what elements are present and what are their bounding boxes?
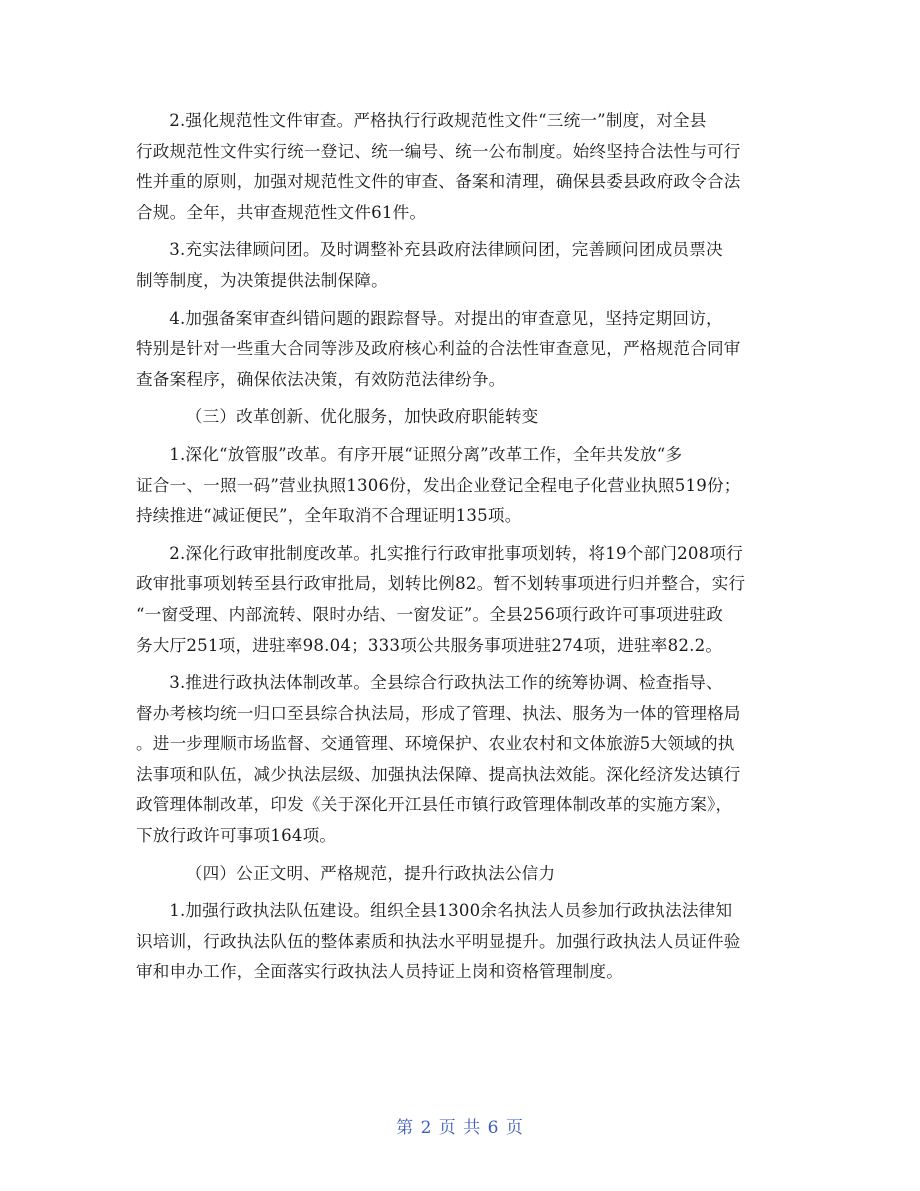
page-number-footer: 第 2 页 共 6 页 bbox=[396, 1118, 524, 1138]
section-heading-fair-civilized-enforcement: （四）公正文明、严格规范，提升行政执法公信力 bbox=[185, 863, 556, 883]
paragraph-fangguanfu-reform: 1.深化“放管服”改革。有序开展“证照分离”改革工作，全年共发放“多 证合一、一照一码”营业执照1306份，发出企业登记全程电子化营业执照519份； 持续推进“减证便民”，全年取消不合理证明135项。 bbox=[136, 444, 741, 526]
paragraph-administrative-approval-reform: 2.深化行政审批制度改革。扎实推行行政审批事项划转，将19个部门208项行 政审批事项划转至县行政审批局，划转比例82。暂不划转事项进行归并整合，实行 “一窗受理、内部流转、限时办结、一窗发证”。全县256项行政许可事项进驻政 务大厅251项，进驻率98.04；333项公共服务事项进驻274项，进驻率82.2。 bbox=[136, 543, 746, 655]
section-heading-reform-innovation: （三）改革创新、优化服务，加快政府职能转变 bbox=[185, 407, 539, 427]
paragraph-law-enforcement-reform: 3.推进行政执法体制改革。全县综合行政执法工作的统筹协调、检查指导、 督办考核均统一归口至县综合执法局，形成了管理、执法、服务为一体的管理格局 。进一步理顺市场监督、交通管理、环境保护、农业农村和文体旅游5大领域的执 法事项和队伍，减少执法层级、加强执法保障、提高执法效能。深化经济发达镇行 政管理体制改革，印发《关于深化开江县任市镇行政管理体制改革的实施方案》， 下放行政许可事项164项。 bbox=[136, 673, 741, 846]
paragraph-legal-advisory-group: 3.充实法律顾问团。及时调整补充县政府法律顾问团，完善顾问团成员票决 制等制度，为决策提供法制保障。 bbox=[136, 240, 723, 290]
paragraph-filing-review-supervision: 4.加强备案审查纠错问题的跟踪督导。对提出的审查意见，坚持定期回访， 特别是针对一些重大合同等涉及政府核心利益的合法性审查意见，严格规范合同审 查备案程序，确保依法决策，有效防范法律纷争。 bbox=[136, 308, 741, 389]
document-body bbox=[136, 106, 784, 995]
paragraph-review-normative-documents: 2.强化规范性文件审查。严格执行行政规范性文件“三统一”制度，对全县 行政规范性文件实行统一登记、统一编号、统一公布制度。始终坚持合法性与可行 性并重的原则，加强对规范性文件的审查、备案和清理，确保县委县政府政令合法 合规。全年，共审查规范性文件61件。 bbox=[136, 111, 741, 222]
paragraph-enforcement-team-building: 1.加强行政执法队伍建设。组织全县1300余名执法人员参加行政执法法律知 识培训，行政执法队伍的整体素质和执法水平明显提升。加强行政执法人员证件验 审和申办工作，全面落实行政执法人员持证上岗和资格管理制度。 bbox=[136, 901, 741, 982]
